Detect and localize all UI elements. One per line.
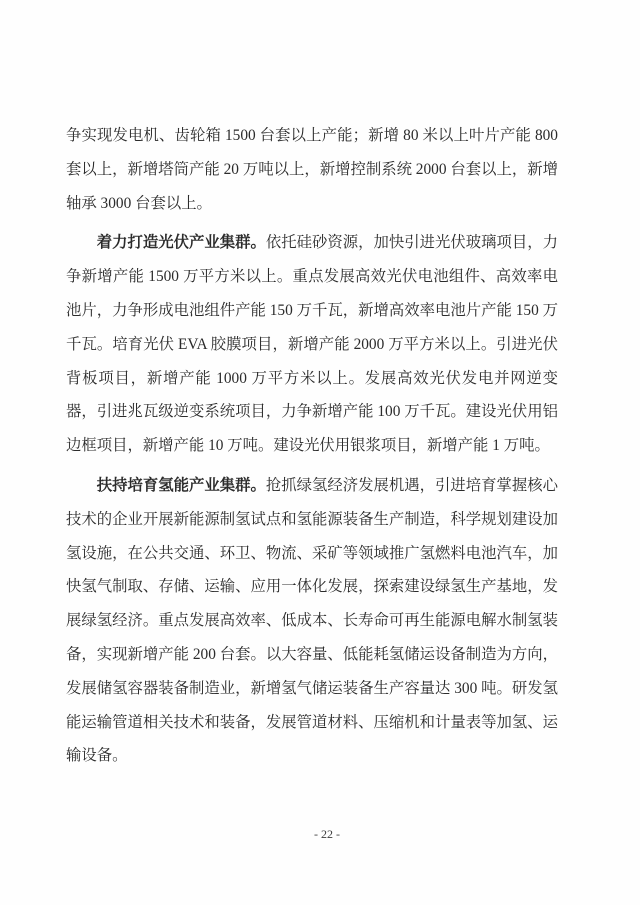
paragraph-hydrogen-cluster — [66, 469, 558, 773]
paragraph-lead: 着力打造光伏产业集群。 — [96, 234, 266, 252]
paragraph-body: 依托硅砂资源，加快引进光伏玻璃项目，力争新增产能 1500 万平方米以上。重点发展高效光伏电池组件、高效率电池片，力争形成电池组件产能 150 万千瓦，新增高效率电池片产能 150 万千瓦。培育光伏 EVA 胶膜项目，新增产能 2000 万平方米以上。引进光伏背板项目，新增产能 1000 万平方米以上。发展高效光伏发电并网逆变器，引进兆瓦级逆变系统项目，力争新增产能 100 万千瓦。建设光伏用铝边框项目，新增产能 10 万吨。建设光伏用银浆项目，新增产能 1 万吨。 — [66, 234, 558, 455]
paragraph-body: 争实现发电机、齿轮箱 1500 台套以上产能；新增 80 米以上叶片产能 800 套以上，新增塔筒产能 20 万吨以上，新增控制系统 2000 台套以上，新增轴承 3000 台套以上。 — [66, 127, 558, 212]
paragraph-lead: 扶持培育氢能产业集群。 — [96, 476, 266, 494]
paragraph-body: 抢抓绿氢经济发展机遇，引进培育掌握核心技术的企业开展新能源制氢试点和氢能源装备生产制造，科学规划建设加氢设施，在公共交通、环卫、物流、采矿等领域推广氢燃料电池汽车，加快氢气制取、存储、运输、应用一体化发展，探索建设绿氢生产基地，发展绿氢经济。重点发展高效率、低成本、长寿命可再生能源电解水制氢装备，实现新增产能 200 台套。以大容量、低能耗氢储运设备制造为方向，发展储氢容器装备制造业，新增氢气储运装备生产容量达 300 吨。研发氢能运输管道相关技术和装备，发展管道材料、压缩机和计量表等加氢、运输设备。 — [66, 476, 558, 765]
page-content — [66, 119, 558, 779]
paragraph-wind-power-continuation — [66, 119, 558, 220]
page-number: - 22 - — [314, 827, 340, 841]
paragraph-photovoltaic-cluster — [66, 226, 558, 463]
